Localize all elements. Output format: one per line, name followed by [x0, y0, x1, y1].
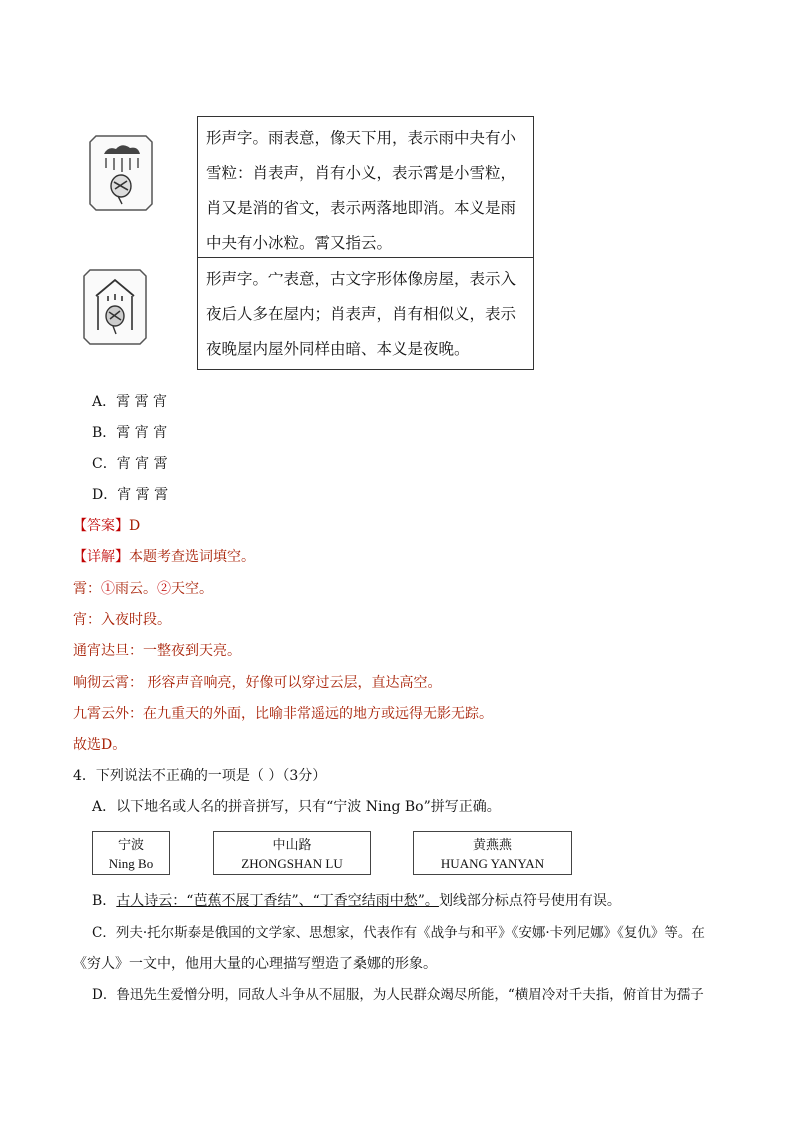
definition-line: 肖又是消的省文，表示两落地即消。本义是雨 [206, 199, 517, 217]
pinyin-box-hanzi: 中山路 [272, 838, 312, 853]
ancient-xiao-rain-glyph-icon [88, 134, 154, 212]
q4-option-a: A．以下地名或人名的拼音拼写，只有“宁波 Ning Bo”拼写正确。 [92, 799, 501, 815]
pinyin-box-hanzi: 宁波 [117, 838, 144, 853]
answer-line [73, 516, 140, 536]
q4-option-d-line-1: D．鲁迅先生爱憎分明，同敌人斗争从不屈服，为人民群众竭尽所能，“横眉冷对千夫指，俯首甘为孺子 [92, 987, 704, 1003]
definition-box-xiao-rain [197, 116, 534, 258]
definition-line: 形声字。雨表意，像天下用，表示雨中夬有小 [206, 129, 517, 147]
option-letter: D． [92, 487, 118, 503]
definition-line: 夜晚屋内屋外同样由暗、本义是夜晚。 [206, 340, 470, 358]
pinyin-box-pinyin: Ning Bo [108, 856, 154, 871]
pinyin-box-pinyin: ZHONGSHAN LU [241, 856, 343, 871]
option-b [92, 423, 167, 443]
explain-text: 天空。 [171, 581, 213, 597]
answer-label: 【答案】 [73, 518, 129, 534]
answer-value: D [129, 518, 141, 534]
explain-text: 雨云。 [115, 581, 157, 597]
explain-xiao-rain [73, 579, 213, 599]
option-c [92, 454, 168, 474]
option-text: 霄 霄 宵 [116, 394, 168, 410]
explain-xiangche: 响彻云霄： 形容声音响亮，好像可以穿过云层，直达高空。 [73, 675, 442, 691]
definition-line: 中夬有小冰粒。霄又指云。 [206, 234, 393, 252]
option-text: 霄 宵 宵 [116, 425, 168, 441]
pinyin-box [413, 831, 572, 875]
option-letter: B． [92, 893, 117, 909]
q4-option-c-line-1: C．列夫·托尔斯泰是俄国的文学家、思想家，代表作有《战争与和平》《安娜·卡列尼娜》《复仇》等。在 [92, 925, 705, 941]
question-4-stem: 4．下列说法不正确的一项是（ ）（3分） [73, 768, 327, 784]
detail-label: 【详解】 [73, 549, 129, 565]
q4-option-b [92, 891, 621, 911]
option-text: 宵 宵 霄 [116, 456, 168, 472]
circled-number: ② [157, 581, 171, 597]
detail-text: 本题考查选词填空。 [129, 549, 255, 565]
option-letter: A． [92, 394, 117, 410]
explain-head: 霄： [73, 581, 101, 597]
pinyin-box-hanzi: 黄燕燕 [472, 838, 512, 853]
conclusion: 故选D。 [73, 737, 127, 753]
option-text: 划线部分标点符号使用有误。 [438, 893, 621, 909]
detail-line [73, 547, 255, 567]
pinyin-box [213, 831, 371, 875]
circled-number: ① [101, 581, 115, 597]
definition-box-xiao-night [197, 258, 534, 370]
explain-xiao-night: 宵：入夜时段。 [73, 612, 171, 628]
option-d [92, 485, 168, 505]
definition-line: 雪粒：肖表声，肖有小义，表示霄是小雪粒， [206, 164, 517, 182]
explain-tongxiao: 通宵达旦：一整夜到天亮。 [73, 643, 241, 659]
pinyin-box-pinyin: HUANG YANYAN [440, 856, 545, 871]
option-letter: B． [92, 425, 117, 441]
option-letter: C． [92, 456, 117, 472]
definition-line: 形声字。宀表意，古文字形体像房屋，表示入 [206, 270, 517, 288]
underlined-quote: 古人诗云：“芭蕉不展丁香结”、“丁香空结雨中愁”。 [116, 893, 439, 909]
definition-line: 夜后人多在屋内；肖表声，肖有相似义，表示 [206, 305, 517, 323]
explain-jiuxiao: 九霄云外：在九重天的外面，比喻非常遥远的地方或远得无影无踪。 [73, 706, 493, 722]
option-a [92, 392, 167, 412]
ancient-xiao-night-glyph-icon [82, 268, 148, 346]
q4-option-c-line-2: 《穷人》一文中，他用大量的心理描写塑造了桑娜的形象。 [73, 956, 437, 972]
pinyin-box [92, 831, 170, 875]
option-text: 宵 霄 霄 [117, 487, 169, 503]
